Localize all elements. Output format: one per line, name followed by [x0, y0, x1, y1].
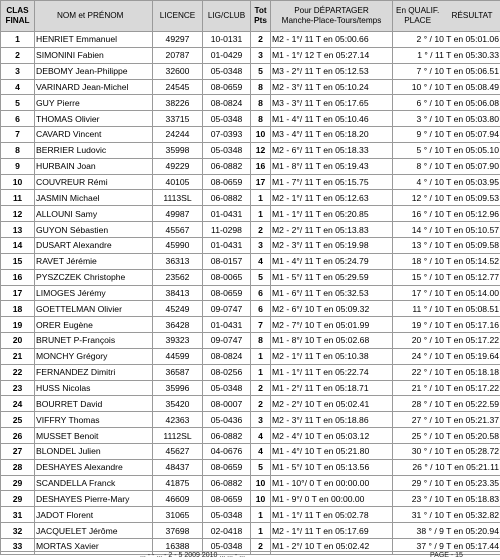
licence-cell: 36313	[153, 253, 203, 269]
points-cell: 2	[251, 396, 271, 412]
header-tot-pts	[251, 1, 271, 32]
licence-cell: 49987	[153, 206, 203, 222]
club-cell: 08-0659	[203, 79, 251, 95]
licence-cell: 39323	[153, 333, 203, 349]
points-cell: 12	[251, 142, 271, 158]
rank-cell: 12	[1, 206, 35, 222]
header-pts: Pts	[254, 16, 267, 25]
qualif-result-cell: 37 ° / 9 T en 05:17.44	[393, 539, 500, 555]
qualif-result-cell: 6 ° / 10 T en 05:06.08	[393, 95, 500, 111]
points-cell: 5	[251, 63, 271, 79]
licence-cell: 24545	[153, 79, 203, 95]
rank-cell: 27	[1, 443, 35, 459]
header-licence: LICENCE	[153, 1, 203, 32]
qualif-result-cell: 24 ° / 10 T en 05:19.64	[393, 348, 500, 364]
name-cell: SIMONINI Fabien	[35, 47, 153, 63]
club-cell: 06-0882	[203, 475, 251, 491]
licence-cell: 36428	[153, 317, 203, 333]
club-cell: 08-0659	[203, 174, 251, 190]
licence-cell: 16388	[153, 539, 203, 555]
qualif-result-cell: 19 ° / 10 T en 05:17.16	[393, 317, 500, 333]
table-row	[1, 428, 500, 444]
qualif-result-cell: 14 ° / 10 T en 05:10.57	[393, 222, 500, 238]
points-cell: 8	[251, 95, 271, 111]
rank-cell: 16	[1, 269, 35, 285]
name-cell: MORTAS Xavier	[35, 539, 153, 555]
departager-cell: M1 - 1°/ 12 T en 05:27.14	[271, 47, 393, 63]
qualif-result-cell: 2 ° / 10 T en 05:01.06	[393, 32, 500, 48]
club-cell: 10-0131	[203, 32, 251, 48]
club-cell: 08-0256	[203, 364, 251, 380]
name-cell: VARINARD Jean-Michel	[35, 79, 153, 95]
club-cell: 01-0431	[203, 317, 251, 333]
qualif-result-cell: 9 ° / 10 T en 05:07.94	[393, 127, 500, 143]
name-cell: BOURRET David	[35, 396, 153, 412]
licence-cell: 45627	[153, 443, 203, 459]
club-cell: 05-0348	[203, 507, 251, 523]
departager-cell: M2 - 6°/ 11 T en 05:18.33	[271, 142, 393, 158]
club-cell: 05-0348	[203, 111, 251, 127]
points-cell: 3	[251, 412, 271, 428]
table-row	[1, 523, 500, 539]
header-qual-line2: PLACE	[404, 16, 431, 25]
rank-cell: 21	[1, 348, 35, 364]
points-cell: 4	[251, 428, 271, 444]
club-cell: 05-0348	[203, 539, 251, 555]
rank-cell: 22	[1, 364, 35, 380]
qualif-result-cell: 16 ° / 10 T en 05:12.96	[393, 206, 500, 222]
table-row	[1, 507, 500, 523]
club-cell: 07-0393	[203, 127, 251, 143]
licence-cell: 1112SL	[153, 428, 203, 444]
name-cell: LIMOGES Jérémy	[35, 285, 153, 301]
table-row	[1, 475, 500, 491]
departager-cell: M2 - 1°/ 11 T en 05:10.38	[271, 348, 393, 364]
points-cell: 2	[251, 32, 271, 48]
name-cell: GUYON Sébastien	[35, 222, 153, 238]
licence-cell: 35420	[153, 396, 203, 412]
rank-cell: 7	[1, 127, 35, 143]
rank-cell: 2	[1, 47, 35, 63]
points-cell: 4	[251, 443, 271, 459]
table-row	[1, 63, 500, 79]
licence-cell: 38226	[153, 95, 203, 111]
header-dep-line1: Pour DÉPARTAGER	[294, 6, 369, 15]
header-clas-final	[1, 1, 35, 32]
name-cell: JACQUELET Jérôme	[35, 523, 153, 539]
licence-cell: 36587	[153, 364, 203, 380]
points-cell: 3	[251, 237, 271, 253]
departager-cell: M1 - 1°/ 11 T en 05:20.85	[271, 206, 393, 222]
name-cell: GUY Pierre	[35, 95, 153, 111]
points-cell: 16	[251, 158, 271, 174]
licence-cell: 20787	[153, 47, 203, 63]
name-cell: MUSSET Benoit	[35, 428, 153, 444]
departager-cell: M1 - 4°/ 10 T en 05:21.80	[271, 443, 393, 459]
points-cell: 1	[251, 206, 271, 222]
rank-cell: 4	[1, 79, 35, 95]
footer-page: PAGE - 15	[430, 552, 463, 560]
table-body	[1, 32, 500, 555]
table-row	[1, 95, 500, 111]
header-dep-line2: Manche-Place-Tours/temps	[282, 16, 382, 25]
licence-cell: 35998	[153, 142, 203, 158]
name-cell: THOMAS Olivier	[35, 111, 153, 127]
table-row	[1, 396, 500, 412]
licence-cell: 45567	[153, 222, 203, 238]
points-cell: 1	[251, 190, 271, 206]
licence-cell: 23562	[153, 269, 203, 285]
departager-cell: M1 - 1°/ 11 T en 05:02.78	[271, 507, 393, 523]
club-cell: 08-0659	[203, 491, 251, 507]
club-cell: 08-0157	[203, 253, 251, 269]
name-cell: PYSZCZEK Christophe	[35, 269, 153, 285]
departager-cell: M1 - 10°/ 0 T en 00:00.00	[271, 475, 393, 491]
club-cell: 08-0659	[203, 459, 251, 475]
club-cell: 08-0824	[203, 348, 251, 364]
departager-cell: M1 - 2°/ 10 T en 05:02.42	[271, 539, 393, 555]
points-cell: 17	[251, 174, 271, 190]
points-cell: 1	[251, 523, 271, 539]
club-cell: 05-0348	[203, 63, 251, 79]
departager-cell: M2 - 1°/ 11 T en 05:12.63	[271, 190, 393, 206]
points-cell: 1	[251, 348, 271, 364]
licence-cell: 24244	[153, 127, 203, 143]
departager-cell: M1 - 4°/ 11 T en 05:24.79	[271, 253, 393, 269]
club-cell: 09-0747	[203, 301, 251, 317]
points-cell: 2	[251, 380, 271, 396]
club-cell: 09-0747	[203, 333, 251, 349]
table-row	[1, 491, 500, 507]
header-row	[1, 1, 500, 32]
rank-cell: 29	[1, 491, 35, 507]
club-cell: 08-0824	[203, 95, 251, 111]
points-cell: 2	[251, 539, 271, 555]
points-cell: 7	[251, 317, 271, 333]
departager-cell: M1 - 7°/ 11 T en 05:15.75	[271, 174, 393, 190]
rank-cell: 15	[1, 253, 35, 269]
club-cell: 01-0431	[203, 237, 251, 253]
rank-cell: 32	[1, 523, 35, 539]
qualif-result-cell: 11 ° / 10 T en 05:08.51	[393, 301, 500, 317]
name-cell: HURBAIN Joan	[35, 158, 153, 174]
name-cell: MONCHY Grégory	[35, 348, 153, 364]
table-row	[1, 206, 500, 222]
qualif-result-cell: 23 ° / 10 T en 05:18.83	[393, 491, 500, 507]
points-cell: 3	[251, 47, 271, 63]
table-row	[1, 111, 500, 127]
rank-cell: 23	[1, 380, 35, 396]
points-cell: 10	[251, 475, 271, 491]
header-name: NOM et PRÉNOM	[35, 1, 153, 32]
points-cell: 10	[251, 491, 271, 507]
licence-cell: 49229	[153, 158, 203, 174]
departager-cell: M2 - 3°/ 11 T en 05:10.24	[271, 79, 393, 95]
rank-cell: 14	[1, 237, 35, 253]
departager-cell: M1 - 2°/ 11 T en 05:18.71	[271, 380, 393, 396]
departager-cell: M2 - 6°/ 10 T en 05:09.32	[271, 301, 393, 317]
rank-cell: 33	[1, 539, 35, 555]
club-cell: 05-0348	[203, 380, 251, 396]
table-row	[1, 47, 500, 63]
points-cell: 10	[251, 127, 271, 143]
name-cell: CAVARD Vincent	[35, 127, 153, 143]
departager-cell: M2 - 2°/ 11 T en 05:13.83	[271, 222, 393, 238]
name-cell: BRUNET P-François	[35, 333, 153, 349]
licence-cell: 41875	[153, 475, 203, 491]
rank-cell: 6	[1, 111, 35, 127]
rank-cell: 13	[1, 222, 35, 238]
name-cell: COUVREUR Rémi	[35, 174, 153, 190]
club-cell: 05-0436	[203, 412, 251, 428]
header-final: FINAL	[5, 16, 29, 25]
name-cell: ORER Eugène	[35, 317, 153, 333]
departager-cell: M2 - 3°/ 11 T en 05:19.98	[271, 237, 393, 253]
table-row	[1, 285, 500, 301]
rank-cell: 26	[1, 428, 35, 444]
footer-text: ... - - ... - 2 - 5 2009 2010 ... ... - ...	[140, 552, 245, 560]
qualif-result-cell: 25 ° / 10 T en 05:20.58	[393, 428, 500, 444]
table-row	[1, 317, 500, 333]
rank-cell: 8	[1, 142, 35, 158]
table-row	[1, 380, 500, 396]
departager-cell: M2 - 4°/ 10 T en 05:03.12	[271, 428, 393, 444]
table-row	[1, 253, 500, 269]
qualif-result-cell: 8 ° / 10 T en 05:07.90	[393, 158, 500, 174]
points-cell: 8	[251, 333, 271, 349]
table-row	[1, 333, 500, 349]
club-cell: 04-0676	[203, 443, 251, 459]
rank-cell: 11	[1, 190, 35, 206]
header-qualif	[396, 6, 439, 26]
rank-cell: 17	[1, 285, 35, 301]
points-cell: 1	[251, 507, 271, 523]
name-cell: DESHAYES Alexandre	[35, 459, 153, 475]
name-cell: DUSART Alexandre	[35, 237, 153, 253]
licence-cell: 1113SL	[153, 190, 203, 206]
rank-cell: 19	[1, 317, 35, 333]
name-cell: DEBOMY Jean-Philippe	[35, 63, 153, 79]
qualif-result-cell: 29 ° / 10 T en 05:23.35	[393, 475, 500, 491]
table-row	[1, 443, 500, 459]
points-cell: 6	[251, 285, 271, 301]
club-cell: 08-0007	[203, 396, 251, 412]
departager-cell: M1 - 5°/ 10 T en 05:13.56	[271, 459, 393, 475]
name-cell: SCANDELLA Franck	[35, 475, 153, 491]
table-row	[1, 364, 500, 380]
table-row	[1, 142, 500, 158]
departager-cell: M3 - 4°/ 11 T en 05:18.20	[271, 127, 393, 143]
club-cell: 08-0659	[203, 285, 251, 301]
points-cell: 2	[251, 222, 271, 238]
table-row	[1, 412, 500, 428]
departager-cell: M1 - 1°/ 11 T en 05:22.74	[271, 364, 393, 380]
table-row	[1, 269, 500, 285]
qualif-result-cell: 7 ° / 10 T en 05:06.51	[393, 63, 500, 79]
qualif-result-cell: 28 ° / 10 T en 05:22.59	[393, 396, 500, 412]
points-cell: 5	[251, 269, 271, 285]
name-cell: BLONDEL Julien	[35, 443, 153, 459]
licence-cell: 32600	[153, 63, 203, 79]
qualif-result-cell: 26 ° / 10 T en 05:21.11	[393, 459, 500, 475]
rank-cell: 3	[1, 63, 35, 79]
licence-cell: 48437	[153, 459, 203, 475]
rank-cell: 20	[1, 333, 35, 349]
rank-cell: 28	[1, 459, 35, 475]
table-row	[1, 190, 500, 206]
qualif-result-cell: 22 ° / 10 T en 05:18.18	[393, 364, 500, 380]
name-cell: FERNANDEZ Dimitri	[35, 364, 153, 380]
header-clas: CLAS	[6, 6, 28, 15]
licence-cell: 40105	[153, 174, 203, 190]
name-cell: VIFFRY Thomas	[35, 412, 153, 428]
name-cell: RAVET Jérémie	[35, 253, 153, 269]
departager-cell: M2 - 1°/ 11 T en 05:17.69	[271, 523, 393, 539]
departager-cell: M2 - 7°/ 10 T en 05:01.99	[271, 317, 393, 333]
licence-cell: 46609	[153, 491, 203, 507]
rank-cell: 18	[1, 301, 35, 317]
club-cell: 06-0882	[203, 158, 251, 174]
club-cell: 06-0882	[203, 190, 251, 206]
header-result: RÉSULTAT	[452, 11, 493, 21]
rank-cell: 29	[1, 475, 35, 491]
qualif-result-cell: 20 ° / 10 T en 05:17.22	[393, 333, 500, 349]
departager-cell: M3 - 2°/ 11 T en 05:12.53	[271, 63, 393, 79]
name-cell: JADOT Florent	[35, 507, 153, 523]
rank-cell: 1	[1, 32, 35, 48]
points-cell: 5	[251, 459, 271, 475]
header-tot: Tot	[254, 6, 266, 15]
licence-cell: 35996	[153, 380, 203, 396]
rank-cell: 5	[1, 95, 35, 111]
name-cell: DESHAYES Pierre-Mary	[35, 491, 153, 507]
qualif-result-cell: 1 ° / 11 T en 05:30.33	[393, 47, 500, 63]
licence-cell: 33715	[153, 111, 203, 127]
qualif-result-cell: 13 ° / 10 T en 05:09.58	[393, 237, 500, 253]
licence-cell: 31065	[153, 507, 203, 523]
licence-cell: 37698	[153, 523, 203, 539]
table-row	[1, 301, 500, 317]
qualif-result-cell: 17 ° / 10 T en 05:14.00	[393, 285, 500, 301]
qualif-result-cell: 21 ° / 10 T en 05:17.22	[393, 380, 500, 396]
points-cell: 1	[251, 364, 271, 380]
header-qual-line1: En QUALIF.	[396, 6, 439, 15]
table-row	[1, 158, 500, 174]
licence-cell: 45249	[153, 301, 203, 317]
name-cell: HENRIET Emmanuel	[35, 32, 153, 48]
points-cell: 8	[251, 111, 271, 127]
departager-cell: M1 - 4°/ 11 T en 05:10.46	[271, 111, 393, 127]
table-row	[1, 127, 500, 143]
qualif-result-cell: 12 ° / 10 T en 05:09.53	[393, 190, 500, 206]
points-cell: 6	[251, 301, 271, 317]
header-qualif-result	[393, 1, 500, 32]
header-club: LIG/CLUB	[203, 1, 251, 32]
club-cell: 01-0431	[203, 206, 251, 222]
name-cell: JASMIN Michael	[35, 190, 153, 206]
qualif-result-cell: 18 ° / 10 T en 05:14.52	[393, 253, 500, 269]
departager-cell: M3 - 3°/ 11 T en 05:17.65	[271, 95, 393, 111]
club-cell: 08-0065	[203, 269, 251, 285]
qualif-result-cell: 15 ° / 10 T en 05:12.77	[393, 269, 500, 285]
table-row	[1, 174, 500, 190]
departager-cell: M1 - 5°/ 11 T en 05:29.59	[271, 269, 393, 285]
licence-cell: 45990	[153, 237, 203, 253]
qualif-result-cell: 3 ° / 10 T en 05:03.80	[393, 111, 500, 127]
departager-cell: M1 - 9°/ 0 T en 00:00.00	[271, 491, 393, 507]
departager-cell: M1 - 6°/ 11 T en 05:32.53	[271, 285, 393, 301]
name-cell: HUSS Nicolas	[35, 380, 153, 396]
qualif-result-cell: 5 ° / 10 T en 05:05.10	[393, 142, 500, 158]
club-cell: 01-0429	[203, 47, 251, 63]
table-header	[1, 1, 500, 32]
table-row	[1, 237, 500, 253]
qualif-result-cell: 27 ° / 10 T en 05:21.37	[393, 412, 500, 428]
qualif-result-cell: 30 ° / 10 T en 05:28.72	[393, 443, 500, 459]
licence-cell: 49297	[153, 32, 203, 48]
licence-cell: 44599	[153, 348, 203, 364]
club-cell: 05-0348	[203, 142, 251, 158]
table-row	[1, 348, 500, 364]
rank-cell: 10	[1, 174, 35, 190]
rank-cell: 25	[1, 412, 35, 428]
qualif-result-cell: 31 ° / 10 T en 05:32.82	[393, 507, 500, 523]
qualif-result-cell: 4 ° / 10 T en 05:03.95	[393, 174, 500, 190]
qualif-result-cell: 38 ° / 9 T en 05:20.94	[393, 523, 500, 539]
name-cell: BERRIER Ludovic	[35, 142, 153, 158]
departager-cell: M2 - 2°/ 10 T en 05:02.41	[271, 396, 393, 412]
club-cell: 02-0418	[203, 523, 251, 539]
table-row	[1, 459, 500, 475]
licence-cell: 38413	[153, 285, 203, 301]
licence-cell: 42363	[153, 412, 203, 428]
table-row	[1, 222, 500, 238]
rank-cell: 9	[1, 158, 35, 174]
rank-cell: 24	[1, 396, 35, 412]
qualif-result-cell: 10 ° / 10 T en 05:08.49	[393, 79, 500, 95]
rank-cell: 31	[1, 507, 35, 523]
departager-cell: M2 - 3°/ 11 T en 05:18.86	[271, 412, 393, 428]
header-departager	[271, 1, 393, 32]
name-cell: GOETTELMAN Olivier	[35, 301, 153, 317]
club-cell: 11-0298	[203, 222, 251, 238]
table-row	[1, 32, 500, 48]
departager-cell: M2 - 1°/ 11 T en 05:00.66	[271, 32, 393, 48]
departager-cell: M1 - 8°/ 10 T en 05:02.68	[271, 333, 393, 349]
departager-cell: M1 - 8°/ 11 T en 05:19.43	[271, 158, 393, 174]
table-row	[1, 79, 500, 95]
club-cell: 06-0882	[203, 428, 251, 444]
points-cell: 4	[251, 253, 271, 269]
name-cell: ALLOUNI Samy	[35, 206, 153, 222]
points-cell: 8	[251, 79, 271, 95]
